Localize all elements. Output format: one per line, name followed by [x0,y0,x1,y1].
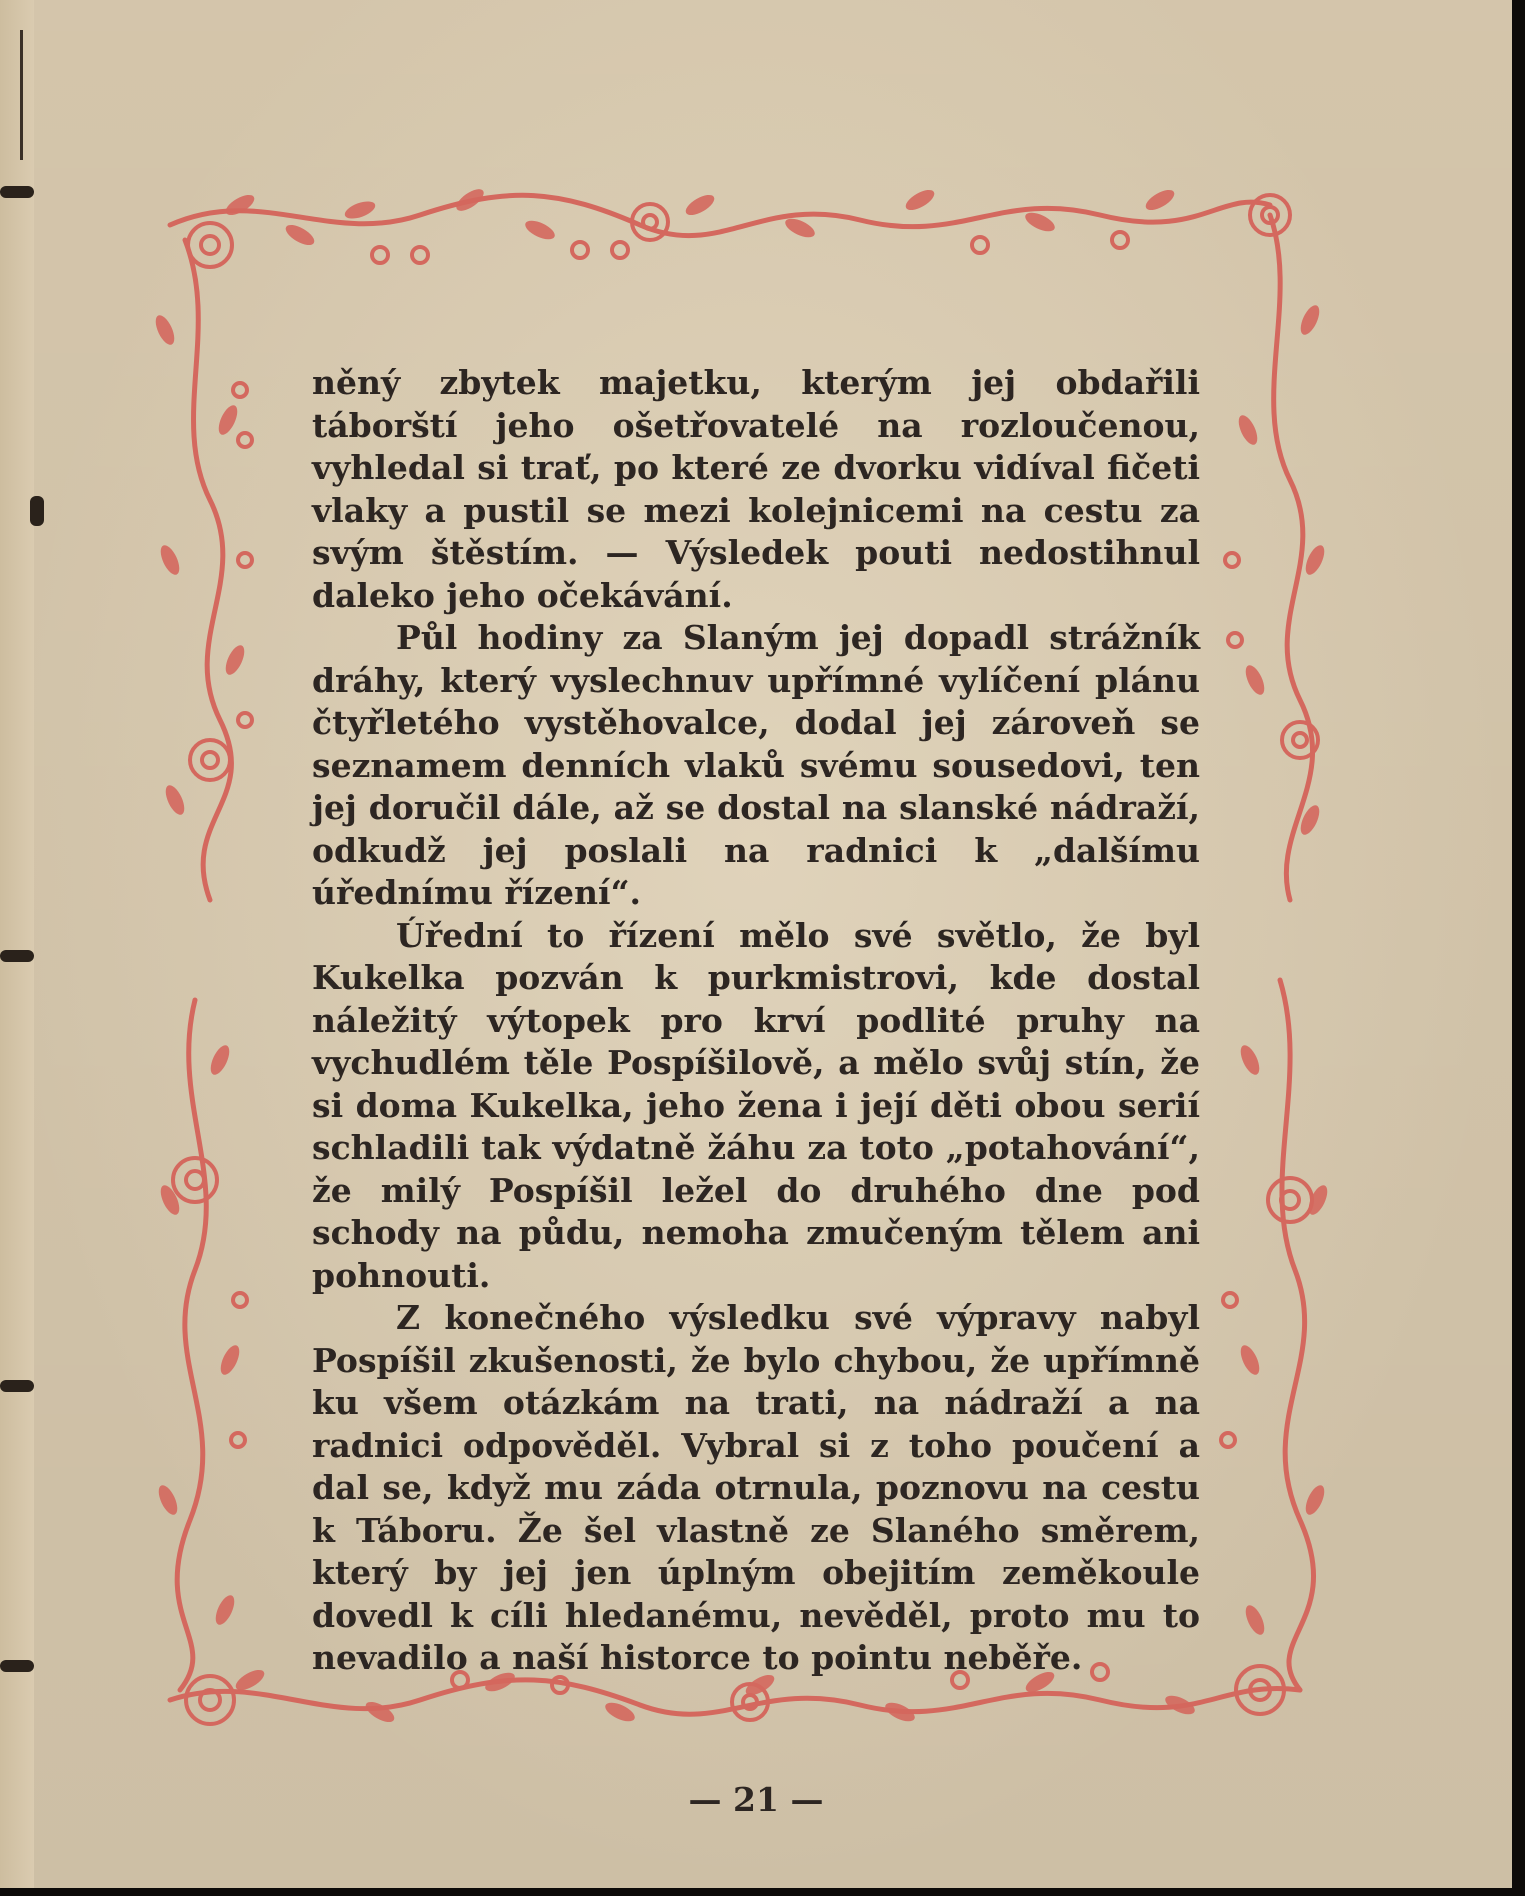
paragraph: Úřední to řízení mělo své světlo, že byl Kukelka pozván k purkmistrovi, kde dostal náležitý výtopek pro krví podlité pruhy na vychudlém těle Pospíšilově, a mělo svůj stín, že si doma Kukelka, jeho žena i její děti obou serií schladili tak výdatně žáhu za toto „potahování“, že milý Pospíšil ležel do druhého dne pod schody na půdu, nemoha zmučeným tělem ani pohnouti. [312,915,1200,1295]
paragraph: Půl hodiny za Slaným jej dopadl strážník dráhy, který vyslechnuv upřímné vylíčení plánu čtyřletého vystěhovalce, dodal jej zároveň se seznamem denních vlaků svému sousedovi, ten jej doručil dále, až se dostal na slanské nádraží, odkudž jej poslali na radnici k „dalšímu úřednímu řízení“. [312,618,1200,912]
body-text [312,362,1200,1680]
paragraph: Z konečného výsledku své výpravy nabyl Pospíšil zkušenosti, že bylo chybou, že upřímně ku všem otázkám na trati, na nádraží a na radnici odpověděl. Vybral si z toho poučení a dal se, když mu záda otrnula, poznovu na cestu k Táboru. Že šel vlastně ze Slaného směrem, který by jej jen úplným obejitím zeměkoule dovedl k cíli hledanému, nevěděl, proto mu to nevadilo a naší historce to pointu neběře. [312,1298,1200,1677]
page-number: — 21 — [688,1780,824,1819]
paragraph: něný zbytek majetku, kterým jej obdařili táborští jeho ošetřovatelé na rozloučenou, vyhledal si trať, po které ze dvorku vidíval fičeti vlaky a pustil se mezi kolejnicemi na cestu za svým štěstím. — Výsledek pouti nedostihnul daleko jeho očekávání. [312,363,1200,615]
